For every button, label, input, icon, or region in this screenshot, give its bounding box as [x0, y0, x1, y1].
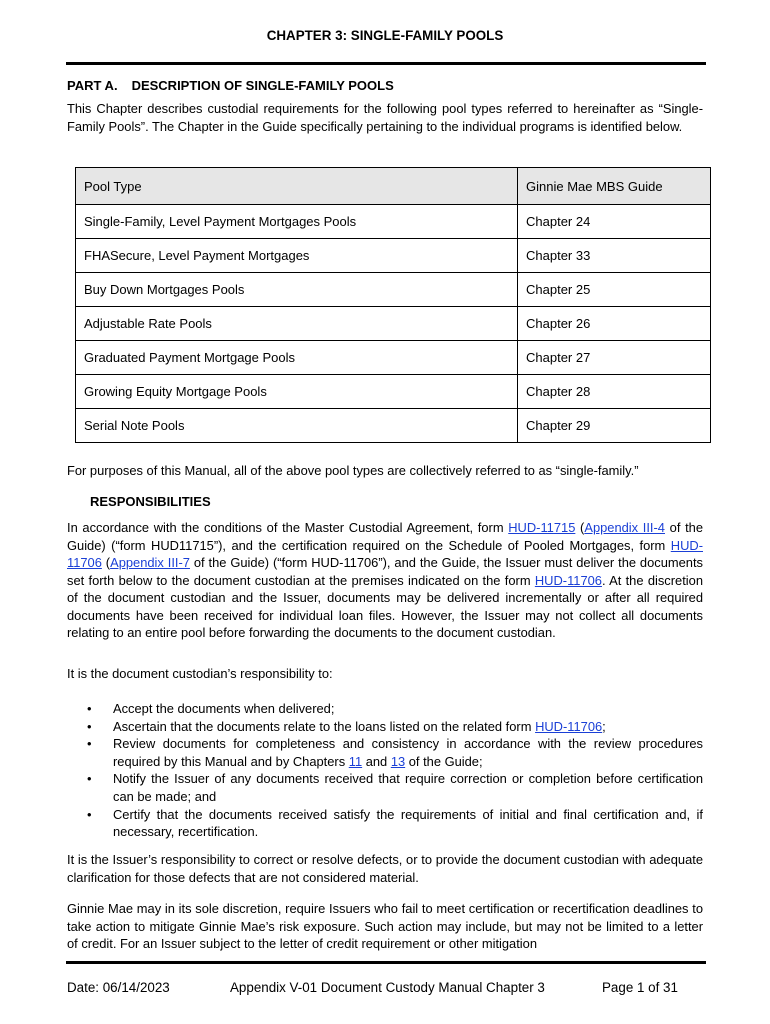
list-item-text: Certify that the documents received satisfy the requirements of initial and final certification and, if necessary, recertification.	[113, 806, 703, 840]
chapter-11-link[interactable]: 11	[348, 753, 363, 769]
list-item-text: of the Guide;	[405, 753, 483, 769]
pool-type-cell: Buy Down Mortgages Pools	[76, 273, 518, 307]
list-item	[67, 735, 703, 770]
pool-type-cell: Serial Note Pools	[76, 409, 518, 443]
table-row	[76, 273, 711, 307]
table-row	[76, 341, 711, 375]
hud-11706-link-2[interactable]: HUD-11706	[534, 572, 602, 588]
footer-title: Appendix V-01 Document Custody Manual Chapter 3	[230, 980, 545, 995]
footer-date: Date: 06/14/2023	[67, 980, 170, 995]
text-run: (	[575, 520, 585, 535]
chapter-cell: Chapter 27	[518, 341, 711, 375]
pool-type-cell: Single-Family, Level Payment Mortgages Pools	[76, 205, 518, 239]
single-family-note: For purposes of this Manual, all of the above pool types are collectively referred to as “single-family.”	[67, 463, 639, 478]
pool-type-cell: Adjustable Rate Pools	[76, 307, 518, 341]
list-item	[67, 700, 703, 718]
header-rule	[66, 62, 706, 65]
intro-paragraph: This Chapter describes custodial requirements for the following pool types referred to hereinafter as “Single-Family Pools”. The Chapter in the Guide specifically pertaining to the individual programs is identified below.	[67, 101, 703, 134]
table-row	[76, 375, 711, 409]
chapter-cell: Chapter 25	[518, 273, 711, 307]
list-item	[67, 806, 703, 841]
part-a-heading	[67, 78, 394, 93]
table-row	[76, 239, 711, 273]
issuer-responsibility-paragraph: It is the Issuer’s responsibility to correct or resolve defects, or to provide the document custodian with adequate clarification for those defects that are not considered material.	[67, 852, 703, 885]
list-item-text: Review documents for completeness and consistency in accordance with the review procedures required by this Manual and by Chapters	[113, 736, 703, 769]
appendix-iii-7-link[interactable]: Appendix III-7	[110, 555, 190, 570]
list-item-text: Notify the Issuer of any documents received that require correction or completion before certification can be made; and	[113, 771, 703, 804]
custodian-intro: It is the document custodian’s responsibility to:	[67, 666, 333, 681]
hud-11706-link-3[interactable]: HUD-11706	[535, 718, 603, 734]
chapter-cell: Chapter 26	[518, 307, 711, 341]
text-run: of the Guide) (“form HUD-11706”), and the Guide, the Issuer must deliver the documents set forth below to the document custodian at the premises indicated on the form	[67, 555, 703, 588]
pool-type-cell: Graduated Payment Mortgage Pools	[76, 341, 518, 375]
pool-types-table	[75, 167, 711, 443]
chapter-13-link[interactable]: 13	[390, 753, 406, 769]
chapter-title: CHAPTER 3: SINGLE-FAMILY POOLS	[266, 28, 504, 43]
table-row	[76, 307, 711, 341]
pool-type-cell: Growing Equity Mortgage Pools	[76, 375, 518, 409]
text-run: In accordance with the conditions of the Master Custodial Agreement, form	[67, 520, 509, 535]
table-row	[76, 409, 711, 443]
footer-rule	[66, 961, 706, 964]
footer-page-number: Page 1 of 31	[602, 980, 678, 995]
ginnie-mae-paragraph: Ginnie Mae may in its sole discretion, require Issuers who fail to meet certification or recertification deadlines to take action to mitigate Ginnie Mae’s risk exposure. Such action may include, but may not be limited to a letter of credit. For an Issuer subject to the letter of credit requirement or other mitigation	[67, 901, 703, 951]
custodian-responsibilities-list	[67, 700, 703, 841]
chapter-cell: Chapter 29	[518, 409, 711, 443]
chapter-cell: Chapter 33	[518, 239, 711, 273]
list-item-text: Ascertain that the documents relate to the loans listed on the related form	[113, 718, 536, 734]
appendix-iii-4-link[interactable]: Appendix III-4	[584, 520, 665, 535]
part-a-label: PART A.	[67, 78, 118, 93]
part-a-title: DESCRIPTION OF SINGLE-FAMILY POOLS	[131, 78, 394, 93]
chapter-cell: Chapter 28	[518, 375, 711, 409]
list-item	[67, 770, 703, 805]
list-item	[67, 718, 703, 736]
responsibilities-paragraph	[67, 519, 703, 642]
pool-type-cell: FHASecure, Level Payment Mortgages	[76, 239, 518, 273]
text-run: (	[101, 555, 111, 570]
hud-11706-link[interactable]: HUD-11706	[67, 537, 703, 570]
responsibilities-heading: RESPONSIBILITIES	[90, 494, 211, 509]
list-item-text: ;	[602, 718, 606, 734]
table-row	[76, 205, 711, 239]
list-item-text: Accept the documents when delivered;	[113, 701, 335, 716]
table-header-pool-type: Pool Type	[76, 168, 518, 205]
text-run: . At the discretion of the document custodian and the Issuer, documents may be delivered incrementally or after all required documents have been received for individual loan files. However, the Issuer may not collect all documents relating to an entire pool before forwarding the documents to the document custodian.	[67, 572, 703, 640]
text-run: of the Guide) (“form HUD11715”), and the certification required on the Schedule of Pooled Mortgages, form	[67, 520, 704, 553]
list-item-text: and	[362, 753, 391, 769]
hud-11715-link[interactable]: HUD-11715	[508, 520, 576, 535]
table-header-row	[76, 168, 711, 205]
table-header-guide: Ginnie Mae MBS Guide	[518, 168, 711, 205]
chapter-cell: Chapter 24	[518, 205, 711, 239]
